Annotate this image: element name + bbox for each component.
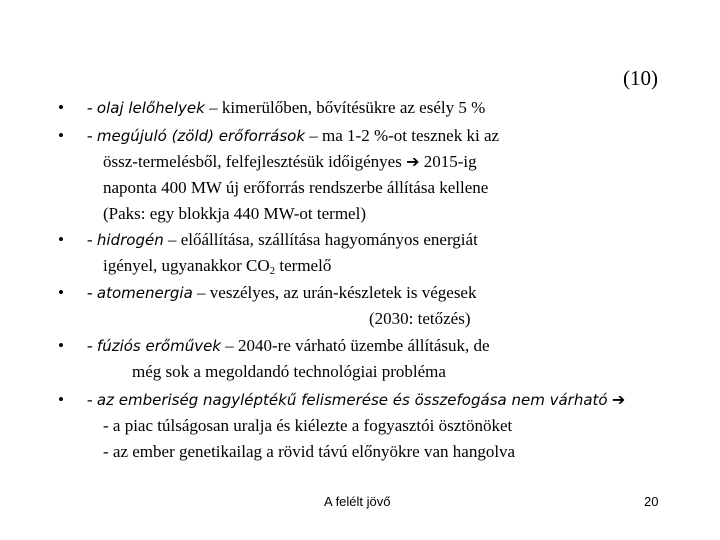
item-6-topic: az emberiség nagyléptékű felismerése és összefogása nem várható [96, 391, 608, 409]
item-2-line-3: naponta 400 MW új erőforrás rendszerbe állítása kellene [103, 178, 489, 197]
item-2-line-2: össz-termelésből, felfejlesztésük időigényes ➔ 2015-ig [103, 152, 477, 171]
bullet-2: • [58, 126, 64, 145]
bullet-6: • [58, 390, 64, 409]
footer-title: A felélt jövő [324, 494, 391, 509]
bullet-3: • [58, 230, 64, 249]
item-6-line-2: - a piac túlságosan uralja és kiélezte a fogyasztói ösztönöket [103, 416, 513, 435]
item-5-line-1: - fúziós erőművek – 2040-re várható üzembe állításuk, de [87, 336, 490, 355]
item-2-line-4: (Paks: egy blokkja 440 MW-ot termel) [103, 204, 366, 223]
arrow-right-icon: ➔ [611, 390, 626, 409]
item-3-line-2: igényel, ugyanakkor $CO_2$ termelő [103, 256, 332, 277]
item-6-line-1: - az emberiség nagyléptékű felismerése és összefogása nem várható ➔ [87, 390, 626, 409]
item-1-topic: olaj lelőhelyek [96, 99, 205, 117]
bullet-1: • [58, 98, 64, 117]
item-2-line-1: - megújuló (zöld) erőforrások – ma 1-2 %-ot tesznek ki az [87, 126, 500, 145]
item-3-topic: hidrogén [96, 231, 164, 249]
item-6-line-3: - az ember genetikailag a rövid távú előnyökre van hangolva [103, 442, 516, 461]
bullet-5: • [58, 336, 64, 355]
item-1-line-1: - olaj lelőhelyek – kimerülőben, bővítésükre az esély 5 % [87, 98, 486, 117]
page-number: 20 [644, 494, 659, 509]
item-4-topic: atomenergia [96, 284, 193, 302]
bullet-4: • [58, 283, 64, 302]
slide-label: (10) [623, 66, 658, 90]
item-5-topic: fúziós erőművek [96, 337, 221, 355]
item-3-line-1: - hidrogén – előállítása, szállítása hagyományos energiát [87, 230, 478, 249]
item-4-line-2: (2030: tetőzés) [369, 309, 471, 328]
arrow-right-icon: ➔ [406, 152, 420, 171]
item-5-line-2: még sok a megoldandó technológiai probléma [132, 362, 446, 381]
item-4-line-1: - atomenergia – veszélyes, az urán-készletek is végesek [87, 283, 477, 302]
item-2-topic: megújuló (zöld) erőforrások [96, 127, 306, 145]
